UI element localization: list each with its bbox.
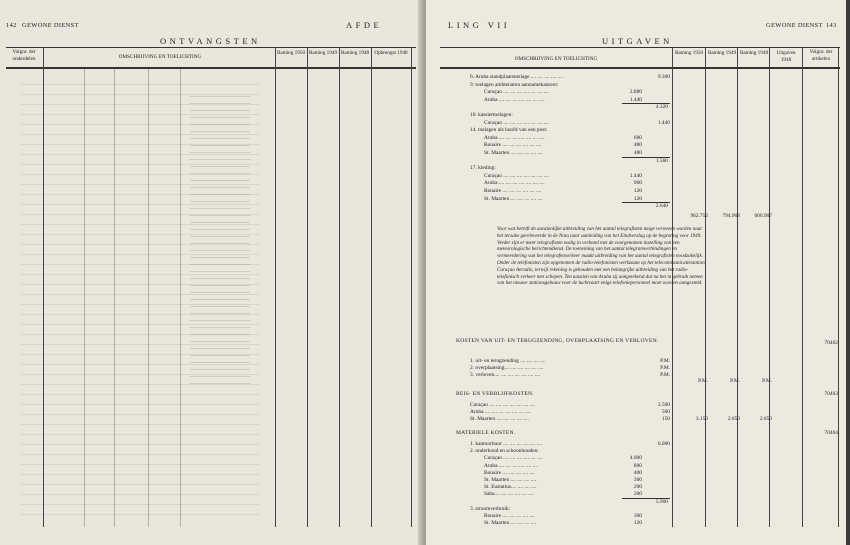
- line-item-amount: 120: [633, 188, 642, 194]
- line-item-label: St. Maarten .... .... .... .... ....: [484, 150, 543, 156]
- column-rule: [769, 47, 770, 527]
- line-item-amount: 500: [661, 409, 670, 415]
- pm-1948: P.M.: [762, 378, 772, 384]
- column-rule: [371, 47, 372, 527]
- line-item-amount: 480: [633, 150, 642, 156]
- line-item-amount: P.M.: [660, 365, 670, 371]
- right-section-title: LING VII: [448, 20, 511, 30]
- line-item-amount: 200: [633, 491, 642, 498]
- line-item-label: 2. overplaatsing.... .... .... .... .... ....: [470, 365, 544, 371]
- col-header-raming-1950: Raming 1950: [276, 50, 306, 56]
- line-item-label: St. Maarten .... .... .... ....: [484, 477, 537, 483]
- line-item-amount: P.M.: [660, 358, 670, 364]
- column-rule: [339, 47, 340, 527]
- col-header-omschrijving: OMSCHRIJVING EN TOELICHTING: [514, 56, 598, 62]
- line-item-amount: 120: [633, 195, 642, 202]
- subtotal-amount: 5.900: [655, 498, 668, 505]
- col-header-raming-1949: Raming 1949: [707, 50, 737, 56]
- line-item-amount: 2.880: [629, 89, 642, 96]
- article-number: 70403: [824, 391, 838, 397]
- line-item-label: 3. verloven.... .... .... .... .... .... ....: [470, 372, 541, 378]
- line-item-amount: 1.440: [657, 119, 670, 126]
- line-item-label: Bonaire .... .... .... .... ....: [484, 513, 535, 519]
- subtotal-amount: 1.560: [655, 157, 668, 164]
- total-raming-1949: 794.908: [722, 213, 740, 219]
- show-through-numbers: [190, 90, 250, 390]
- line-item-label: Curaçao .... .... .... .... .... .... ....: [484, 172, 550, 179]
- line-item-label: Saba.... .... .... .... .... ....: [484, 491, 534, 498]
- total-raming-1948: 600.907: [754, 213, 772, 219]
- line-item-label: 3. stroomverbruik:: [470, 505, 511, 512]
- total-raming-1950: 962.752: [690, 213, 708, 219]
- col-header-raming-1949: Raming 1949: [308, 50, 338, 56]
- rule: [440, 47, 840, 48]
- line-item-label: Aruba .... .... .... .... .... .... ....: [484, 180, 545, 187]
- col-header-raming-1950: Raming 1950: [674, 50, 704, 56]
- line-item-amount: 400: [633, 469, 642, 476]
- line-item-amount: 1.440: [629, 172, 642, 179]
- left-title: ONTVANGSTEN: [160, 36, 261, 46]
- line-item-label: 9. toelagen ambtenaren aannamekantoor:: [470, 81, 559, 88]
- line-item-amount: 200: [633, 484, 642, 491]
- rule: [6, 67, 416, 69]
- pm-1949: P.M.: [730, 378, 740, 384]
- col-header-uitgaven-1948: Uitgaven 1948: [776, 50, 796, 63]
- line-item-amount: 300: [633, 513, 642, 519]
- right-title: UITGAVEN: [602, 36, 673, 46]
- line-item-amount: 480: [633, 142, 642, 149]
- line-item-label: 1. kantoorhuur .... .... .... .... .... ....: [470, 441, 543, 447]
- show-through-rule: [180, 67, 181, 527]
- rule: [6, 47, 416, 48]
- subtotal-amount: 4.320: [655, 104, 668, 111]
- col-header-volgnr-artikelen: Volgnr. der artikelen: [809, 49, 833, 62]
- line-item-label: 1. uit- en terugzending .... .... .... ....: [470, 358, 546, 364]
- line-item-amount: P.M.: [660, 372, 670, 378]
- line-item-label: Curaçao .... .... .... .... .... .... ....: [484, 119, 550, 126]
- line-item-amount: 2.500: [657, 402, 670, 408]
- right-running-head: GEWONE DIENST: [766, 22, 823, 29]
- line-item-label: Curaçao .... .... .... .... .... .... ....: [484, 89, 550, 96]
- line-item-amount: 1.440: [629, 96, 642, 103]
- left-section-title: AFDE: [346, 20, 383, 30]
- line-item-label: Aruba .... .... .... .... .... .... ....: [484, 134, 545, 141]
- article-number: 70404: [824, 430, 838, 436]
- show-through-rule: [148, 67, 149, 527]
- column-rule: [411, 47, 412, 527]
- column-rule: [838, 47, 839, 527]
- line-item-label: Aruba .... .... .... .... .... .... ....: [484, 96, 545, 103]
- line-item-amount: 9.300: [657, 74, 670, 80]
- col-header-omschrijving: OMSCHRIJVING EN TOELICHTING: [118, 54, 202, 60]
- section-kosten-uitzending: KOSTEN VAN UIT- EN TERUGZENDING, OVERPLAATSING EN VERLOVEN.: [456, 338, 659, 344]
- line-item-amount: 6.000: [657, 441, 670, 447]
- pm-1950: P.M.: [698, 378, 708, 384]
- explanatory-note: Voor wat betreft de aanzienlijke uitbreiding van het aantal telegrafisten moge verwezen worden naar het terzake gereleveerde in de Nota naar aanleiding van het Eindverslag op de begroting voor 1949. Verder zijn er meer telegrafisten nodig in verband met de voorgenomen instelling van een meteorologische berichtendienst. De toeneming van het aantal telegramverbindingen en vermeerdering van het telegrafenverkeer maakt uitbreiding van het aantal telegrafisten noodzakelijk. Onder de telefonisten zijn opgenomen de radio-telefonisten werkzaam op het telecommunicatiestation Curaçao Aeradio, terwijl rekening is gehouden met een belangrijke uitbreiding van het radio-telefonisch verkeer met schepen. Ten aanzien van Aruba zij aangetekend dat na het in gebruik nemen van het nieuwe stationsgebouw voor de luchtvaart enige telefoniepersoneel moet worden aangesteld.: [497, 226, 705, 287]
- line-item-label: Aruba .... .... .... .... .... .... ....: [470, 409, 531, 415]
- column-rule: [307, 47, 308, 527]
- total2-raming-1950: 3.150: [695, 416, 708, 422]
- col-header-opbrengst-1948: Opbrengst 1948: [374, 50, 408, 56]
- line-item-amount: 960: [633, 180, 642, 187]
- line-item-label: 2. onderhoud en schoonhouden:: [470, 448, 539, 455]
- line-item-amount: 300: [633, 477, 642, 483]
- left-page: [0, 0, 424, 545]
- subtotal-amount: 2.640: [655, 203, 668, 210]
- left-page-number: 142: [6, 22, 17, 29]
- left-running-head: GEWONE DIENST: [22, 22, 79, 29]
- line-item-label: Curaçao .... .... .... .... .... .... ....: [470, 402, 536, 408]
- total2-raming-1949: 2.650: [727, 416, 740, 422]
- line-item-amount: 120: [633, 520, 642, 527]
- line-item-label: St. Maarten .... .... .... ....: [484, 520, 537, 527]
- line-item-label: St. Eustatius.... .... .... ....: [484, 484, 537, 491]
- show-through-rule: [114, 67, 115, 527]
- line-item-label: 6. Aruba standplaatstoelage .... .... .... .... ....: [470, 74, 564, 80]
- col-header-raming-1948: Raming 1948: [739, 50, 769, 56]
- line-item-label: St. Maarten .... .... .... .... ....: [484, 195, 543, 202]
- section-materiele-kosten: MATERIELE KOSTEN.: [456, 430, 516, 436]
- column-rule: [43, 47, 44, 527]
- right-page-number: 143: [826, 22, 837, 29]
- column-rule: [275, 47, 276, 527]
- line-item-amount: 150: [661, 416, 670, 422]
- column-rule: [802, 47, 803, 527]
- show-through-rule: [84, 67, 85, 527]
- line-item-label: St. Maarten .... .... .... .... ....: [470, 416, 529, 422]
- line-item-amount: 4.000: [629, 455, 642, 462]
- col-header-volgnr: Volgnr. der onderdelen: [12, 49, 36, 62]
- line-item-amount: 600: [633, 134, 642, 141]
- col-header-raming-1948: Raming 1948: [340, 50, 370, 56]
- line-item-label: 10. kassiertoelagen:: [470, 112, 513, 118]
- line-item-amount: 800: [633, 462, 642, 469]
- total2-raming-1948: 2.650: [759, 416, 772, 422]
- line-item-label: Bonaire .... .... .... .... ....: [484, 469, 535, 476]
- line-item-label: Curaçao .... .... .... .... .... ....: [484, 455, 543, 462]
- article-number: 70402: [824, 340, 838, 346]
- line-item-label: 14. toelagen als hoofd van een post:: [470, 127, 548, 134]
- line-item-label: Aruba .... .... .... .... .... ....: [484, 462, 538, 469]
- line-item-label: 17. kleding:: [470, 165, 496, 172]
- line-item-label: Bonaire .... .... .... .... .... ....: [484, 142, 542, 149]
- column-rule: [737, 47, 738, 527]
- section-reis-verblijfkosten: REIS- EN VERBLIJFKOSTEN.: [456, 391, 534, 397]
- line-item-label: Bonaire .... .... .... .... .... ....: [484, 188, 542, 194]
- rule: [440, 67, 840, 69]
